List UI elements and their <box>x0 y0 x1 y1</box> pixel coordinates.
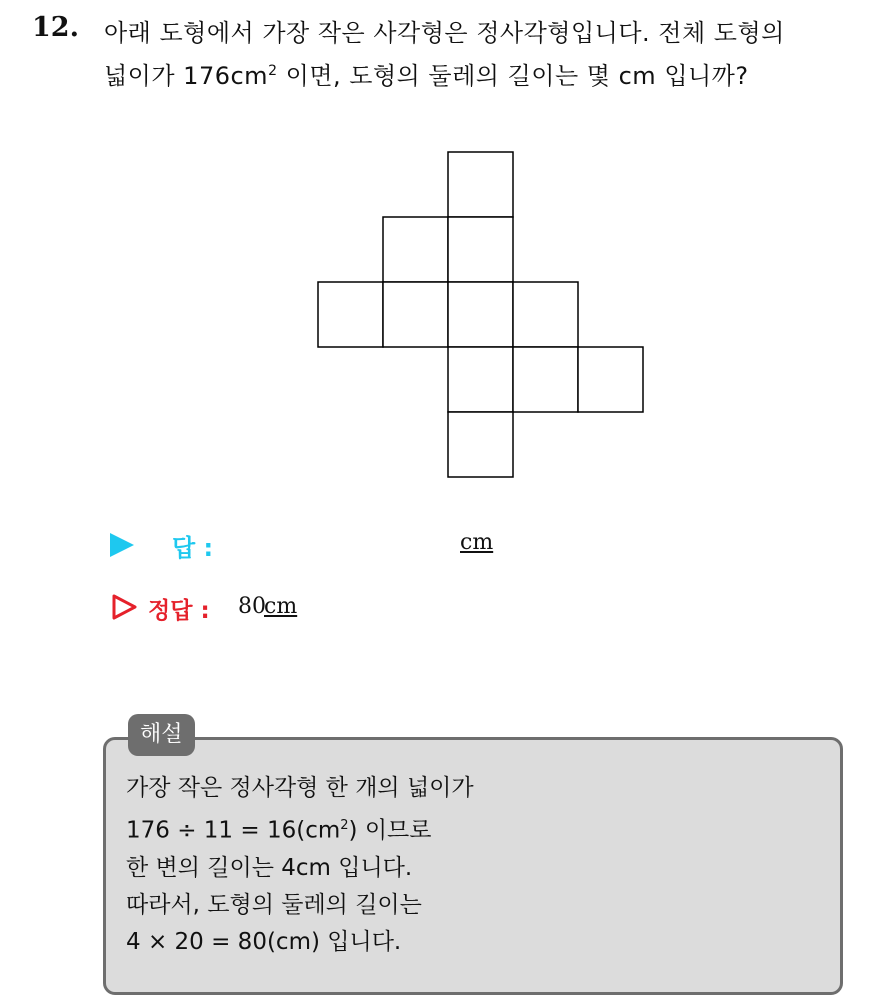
explanation-line-2-main: 176 ÷ 11 = 16(cm <box>126 817 341 844</box>
question-line-2 <box>104 52 864 95</box>
correct-answer-unit: cm <box>264 594 298 619</box>
explanation-line-3: 한 변의 길이는 4cm 입니다. <box>126 854 413 881</box>
question-area-exponent: 2 <box>268 63 278 79</box>
question-number: 12. <box>32 12 79 43</box>
square-cell <box>383 282 448 347</box>
question-line-1: 아래 도형에서 가장 작은 사각형은 정사각형입니다. 전체 도형의 <box>104 19 785 47</box>
explanation-line-4: 따라서, 도형의 둘레의 길이는 <box>126 891 422 918</box>
question-line-2-rest: 이면, 도형의 둘레의 길이는 몇 cm 입니까? <box>277 62 749 90</box>
explanation-exponent: 2 <box>340 818 349 833</box>
correct-answer-value: 80 <box>238 594 266 619</box>
square-cell <box>448 282 513 347</box>
explanation-line-5: 4 × 20 = 80(cm) 입니다. <box>126 928 402 955</box>
square-cell <box>448 412 513 477</box>
answer-label: 답 : <box>172 534 214 562</box>
square-cell <box>448 152 513 217</box>
answer-unit: cm <box>460 530 494 555</box>
explanation-line-2 <box>126 807 474 850</box>
explanation-line-2-rest: ) 이므로 <box>348 817 432 844</box>
question-area-value: 넓이가 176cm <box>104 62 269 90</box>
cross-shape-figure <box>300 140 660 485</box>
explanation-tab: 해설 <box>128 714 195 756</box>
correct-answer-row <box>110 590 510 626</box>
explanation-line-1: 가장 작은 정사각형 한 개의 넓이가 <box>126 775 474 801</box>
square-cell <box>448 347 513 412</box>
answer-row <box>110 528 510 564</box>
square-cell <box>318 282 383 347</box>
question-text <box>104 14 864 95</box>
square-cell <box>448 217 513 282</box>
square-cell <box>513 347 578 412</box>
filled-triangle-icon <box>110 533 134 557</box>
square-cell <box>513 282 578 347</box>
square-cell <box>383 217 448 282</box>
outline-triangle-icon <box>112 594 138 620</box>
explanation-text <box>126 770 474 961</box>
square-cell <box>578 347 643 412</box>
correct-answer-label: 정답 : <box>148 598 210 624</box>
